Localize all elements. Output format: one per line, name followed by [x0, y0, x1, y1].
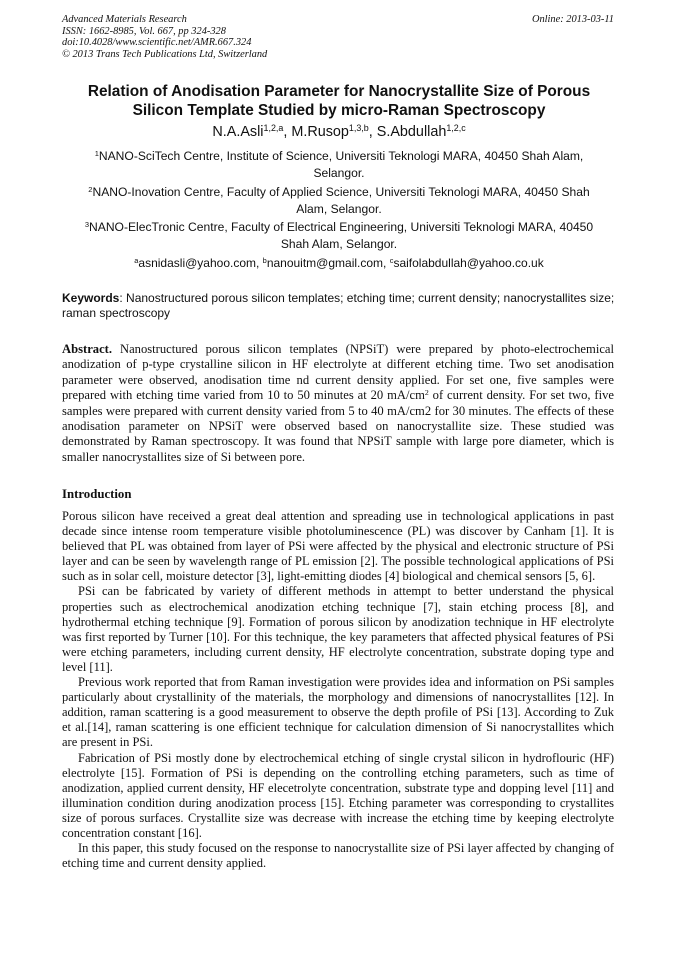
affiliation-3 — [74, 219, 604, 252]
paragraph: Porous silicon have received a great deal attention and spreading use in technological applications in past decade since intense room temperature visible photoluminescence (PL) was discover by Canham [1]. It is believed that PL was obtained from layer of PSi were affected by the physical and electronic structure of PSi layer and can be seen by wavelength range of PL emission [2]. The possible technological applications of PSi such as in solar cell, moisture detector [3], light-emitting diodes [4] biological and chemical sensors [5, 6]. — [62, 509, 614, 584]
author-name: M.Rusop — [291, 124, 349, 140]
abstract-text: Nanostructured porous silicon templates (NPSiT) were prepared by photo-electrochemical anodization of p-type crystalline silicon in HF electrolyte at different etching time. Two set anodisation parameter were observed, anodisation time nd current density applied. For set one, five samples were prepared with etching time varied from 10 to 50 minutes at 20 mA/cm — [62, 342, 614, 403]
author-name: S.Abdullah — [376, 124, 447, 140]
paragraph: Fabrication of PSi mostly done by electrochemical etching of single crystal silicon in hydroflouric (HF) electrolyte [15]. Formation of PSi is depending on the controlling etching parameters, such as time of anodization, applied current density, HF elecetrolyte concentration, substrate type and dopping level [11] and illumination condition during anodization process [15]. Etching parameter was corresponding to crystallites size of porous surfaces. Crystallite size was decrease with increase the etching time by keeping electrolyte concentration constant [16]. — [62, 750, 614, 840]
paragraph: Previous work reported that from Raman investigation were provides idea and information on PSi samples particularly about crystallinity of the materials, the morphology and dimensions of nanocrystallites [12]. In addition, raman scattering is a good measurement to observe the depth profile of PSi [13]. According to Zuk et al.[14], raman scattering is one efficient technique for calculation dimension of Si nanocrystallites which are present in PSi. — [62, 675, 614, 750]
author-affiliation-mark: 1,2,a — [263, 123, 284, 134]
introduction-heading: Introduction — [62, 487, 132, 501]
author-emails: $^a$asnidasli@yahoo.com, $^b$nanouitm@gmail.com, $^c$saifolabdullah@yahoo.co.uk — [134, 255, 544, 270]
keywords: Keywords: Nanostructured porous silicon templates; etching time; current density; nanocrystallites size; raman spectroscopy — [62, 291, 615, 321]
author-affiliation-mark: 1,2,c — [446, 123, 466, 134]
abstract-superscript: 2 — [424, 388, 429, 398]
affiliation-mark: 2 — [88, 184, 93, 194]
journal-doi: doi:10.4028/www.scientific.net/AMR.667.324 — [62, 37, 252, 49]
author-list: N.A.Asli$^{1,2,a}$, M.Rusop$^{1,3,b}$, S.Abdullah$^{1,2,c}$ — [212, 123, 466, 140]
keywords-label: Keywords — [62, 291, 120, 305]
author-name: N.A.Asli — [212, 124, 264, 140]
affiliation-mark: 3 — [84, 219, 90, 229]
affiliation-text: NANO-Inovation Centre, Faculty of Applied Science, Universiti Teknologi MARA, 40450 Shah Alam, Selangor. — [92, 185, 590, 216]
email-address: asnidasli@yahoo.com — [138, 256, 256, 270]
abstract-label: Abstract. — [62, 342, 113, 356]
paragraph: PSi can be fabricated by variety of different methods in attempt to better understand the physical properties such as electrochemical anodization etching technique [7], stain etching process [8], and hydrothermal etching technique [9]. Formation of porous silicon by anodization technique in HF electrolyte was first reported by Turner [10]. For this technique, the key parameters that affected physical features of PSi were etching parameters, including current density, HF electrolyte concentration, substrate doping type and level [11]. — [62, 584, 614, 674]
title-line-2: Silicon Template Studied by micro-Raman Spectroscopy — [132, 102, 546, 119]
introduction-body — [62, 509, 614, 871]
affiliation-2 — [74, 184, 604, 217]
affiliation-1 — [74, 148, 604, 181]
abstract-text-continued: of current density. For set two, five samples were prepared with current density varied from 5 to 40 mA/cm2 for 30 minutes. The effects of these anodisation parameter on NPSiT were observed based on nanocrystallite size. These studied was demonstrated by Raman spectroscopy. It was found that NPSiT sample with large pore diameter, which is smaller nanocrystallites size of Si between pore. — [62, 388, 614, 464]
journal-copyright: © 2013 Trans Tech Publications Ltd, Switzerland — [62, 48, 268, 60]
email-address: saifolabdullah@yahoo.co.uk — [393, 256, 544, 270]
journal-header — [62, 14, 614, 60]
email-mark: b — [262, 255, 267, 265]
author-affiliation-mark: 1,3,b — [348, 123, 369, 134]
paragraph: In this paper, this study focused on the response to nanocrystallite size of PSi layer affected by changing of etching time and current density applied. — [62, 841, 614, 871]
keywords-text: Nanostructured porous silicon templates; etching time; current density; nanocrystallites size; raman spectroscopy — [62, 291, 615, 321]
online-date: Online: 2013-03-11 — [531, 14, 614, 25]
journal-name: Advanced Materials Research — [62, 14, 187, 25]
journal-issn: ISSN: 1662-8985, Vol. 667, pp 324-328 — [62, 25, 226, 37]
paper-title — [70, 82, 608, 120]
title-line-1: Relation of Anodisation Parameter for Nanocrystallite Size of Porous — [87, 83, 591, 100]
affiliation-text: NANO-SciTech Centre, Institute of Science, Universiti Teknologi MARA, 40450 Shah Alam, Selangor. — [98, 149, 584, 180]
email-address: nanouitm@gmail.com — [266, 256, 384, 270]
email-mark: c — [389, 255, 394, 265]
affiliation-text: NANO-ElecTronic Centre, Faculty of Electrical Engineering, Universiti Teknologi MARA, 40450 Shah Alam, Selangor. — [89, 220, 594, 251]
email-mark: a — [134, 255, 139, 265]
abstract — [62, 342, 614, 465]
affiliation-mark: 1 — [94, 148, 99, 158]
